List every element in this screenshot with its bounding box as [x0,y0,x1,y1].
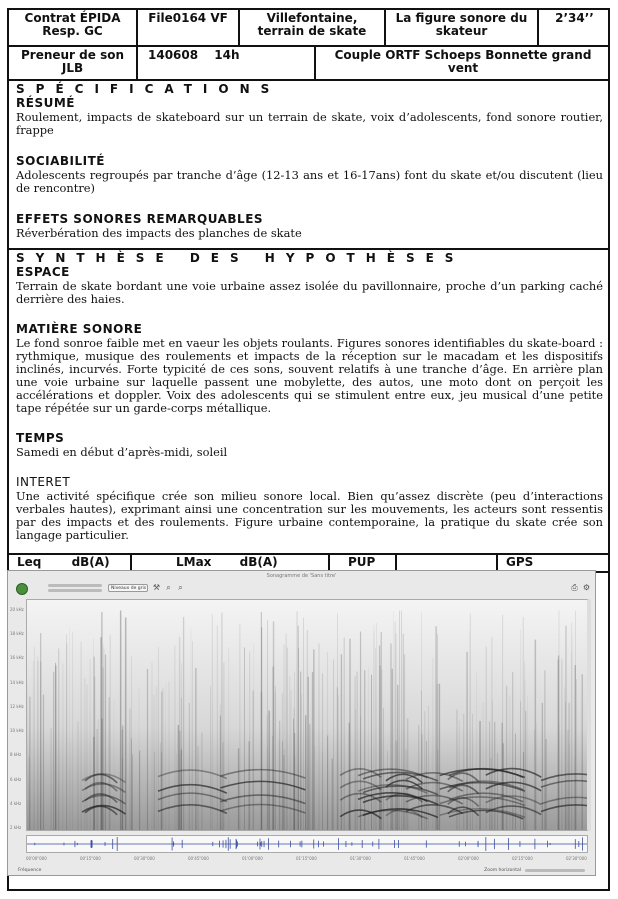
interet-text: Une activité spécifique crée son milieu sonore local. Bien qu’assez discrète (peu d’interactions verbales hautes), exprimant ainsi une concentration sur les mouvements, les acteurs sont ressentis par des impacts et des roulements. Figure urbaine contemporaine, la pratique du skate crée son langage particulier. [16,489,603,542]
interet-title: INTERET [16,475,71,489]
mic-line-2: vent [447,61,479,75]
leq-unit: dB(A) [71,555,110,569]
color-mode-select[interactable]: Niveaux de gris [108,584,148,592]
leq-label: Leq [17,555,42,569]
time-tick: 00'00"000 [26,856,47,861]
frequency-tick: 12 kHz [10,703,24,709]
espace-title: ESPACE [16,265,70,279]
settings-icon[interactable]: ⚙ [582,583,591,592]
header-row-1 [9,10,608,47]
time-tick: 01'30"000 [350,856,371,861]
gps-cell [498,555,610,571]
resume-title: RÉSUMÉ [16,96,75,110]
spectrogram-plot [26,599,588,831]
spectrogram-footer [12,867,591,875]
frequency-tick: 18 kHz [10,631,24,637]
time-tick: 01'00"000 [242,856,263,861]
gps-label: GPS [506,555,534,569]
spectrogram-toolbar [12,581,591,595]
preneur-cell [9,47,138,79]
title-line-2: skateur [435,24,488,38]
date-label: 140608 [148,48,199,62]
sociabilite-title: SOCIABILITÉ [16,154,106,168]
pup-label: PUP [348,555,376,569]
leq-cell [9,555,132,571]
pup-value-cell [397,555,498,571]
matiere-title: MATIÈRE SONORE [16,322,143,336]
preneur-line-1: Preneur de son [20,48,124,62]
frequency-tick: 4 kHz [10,800,22,806]
lmax-cell [132,555,330,571]
effets-title: EFFETS SONORES REMARQUABLES [16,212,264,226]
time-tick: 00'30"000 [134,856,155,861]
place-line-2: terrain de skate [257,24,367,38]
vertical-scrollbar[interactable] [587,599,591,831]
zoom-out-icon[interactable]: ⌕ [178,583,183,592]
temps-text: Samedi en début d’après-midi, soleil [16,445,228,459]
gain-slider[interactable] [48,589,102,592]
resp-label: Resp. GC [42,24,103,38]
print-icon[interactable]: ⎙ [571,583,578,592]
time-tick: 01'45"000 [404,856,425,861]
time-tick: 02'00"000 [458,856,479,861]
title-line-1: La figure sonore du [395,11,528,25]
sociabilite-text: Adolescents regroupés par tranche d’âge (12-13 ans et 16-17ans) font du skate et/ou discutent (lieu de rencontre) [16,168,603,195]
zoom-in-icon[interactable]: ⌕ [166,583,171,592]
header-row-2 [9,47,608,81]
place-cell [240,10,386,45]
waveform-strip [26,835,588,853]
time-tick: 01'15"000 [296,856,317,861]
frequency-tick: 10 kHz [10,728,24,734]
time-tick: 02'30"000 [566,856,587,861]
effets-text: Réverbération des impacts des planches de skate [16,226,302,240]
frequency-footer-label: Fréquence [18,868,42,873]
temps-title: TEMPS [16,431,65,445]
specifications-section [9,81,608,250]
time-tick: 00'15"000 [80,856,101,861]
resume-text: Roulement, impacts de skateboard sur un terrain de skate, voix d’adolescents, fond sonore routier, frappe [16,110,603,137]
frequency-tick: 8 kHz [10,752,22,758]
waveform-image [27,836,587,852]
frequency-tick: 2 kHz [10,825,22,830]
pup-cell [330,555,397,571]
contract-label: Contrat ÉPIDA [24,11,121,25]
spectrogram-window [7,570,596,876]
time-label: 14h [214,48,240,62]
duration-label: 2’34’’ [555,11,594,25]
specifications-heading: SPÉCIFICATIONS [16,82,281,96]
frequency-tick: 16 kHz [10,655,24,661]
synthese-heading: SYNTHÈSE DES HYPOTHÈSES [16,251,465,265]
tool-icon[interactable]: ⚒ [152,583,161,592]
volume-slider[interactable] [48,584,102,587]
file-cell [138,10,240,45]
title-cell [386,10,539,45]
frequency-tick: 14 kHz [10,679,24,685]
contract-cell [9,10,138,45]
time-axis [26,856,588,862]
file-label: File0164 VF [148,11,228,25]
frequency-axis [10,599,26,831]
preneur-line-2: JLB [61,61,84,75]
matiere-text: Le fond sonroe faible met en vaeur les objets roulants. Figures sonores identifiables du skate-board : rythmique, musique des roulements et impacts de la réception sur le macadam et les dispositifs inclinés, incurvés. Forte typicité de ces sons, souvent relatifs à une tranche d’âge. En arrière plan une voie urbaine sur laquelle passent une mobylette, des autos, une moto dont on perçoit les accélérations et doppler. Voix des adolescents qui se stimulent entre eux, jeu musical d’une petite tape répétée sur un garde-corps métallique. [16,336,603,415]
spectrogram-window-title: Sonagramme de 'Sans titre' [266,573,337,579]
duration-cell [539,10,610,45]
time-tick: 00'45"000 [188,856,209,861]
spectrogram-image [27,600,587,830]
time-tick: 02'15"000 [512,856,533,861]
frequency-tick: 6 kHz [10,776,22,782]
lmax-unit: dB(A) [239,555,278,569]
synthese-section [9,250,608,555]
mic-line-1: Couple ORTF Schoeps Bonnette grand [334,48,592,62]
frequency-tick: 20 kHz [10,607,24,612]
zoom-footer-label: Zoom horizontal [484,868,521,873]
place-line-1: Villefontaine, [266,11,358,25]
lmax-label: LMax [176,555,212,569]
espace-text: Terrain de skate bordant une voie urbaine assez isolée du pavillonnaire, proche d’un parking caché derrière des haies. [16,279,603,306]
date-cell [138,47,316,79]
play-button[interactable] [16,583,28,595]
horizontal-zoom-slider[interactable] [525,869,585,872]
mic-cell [316,47,610,79]
